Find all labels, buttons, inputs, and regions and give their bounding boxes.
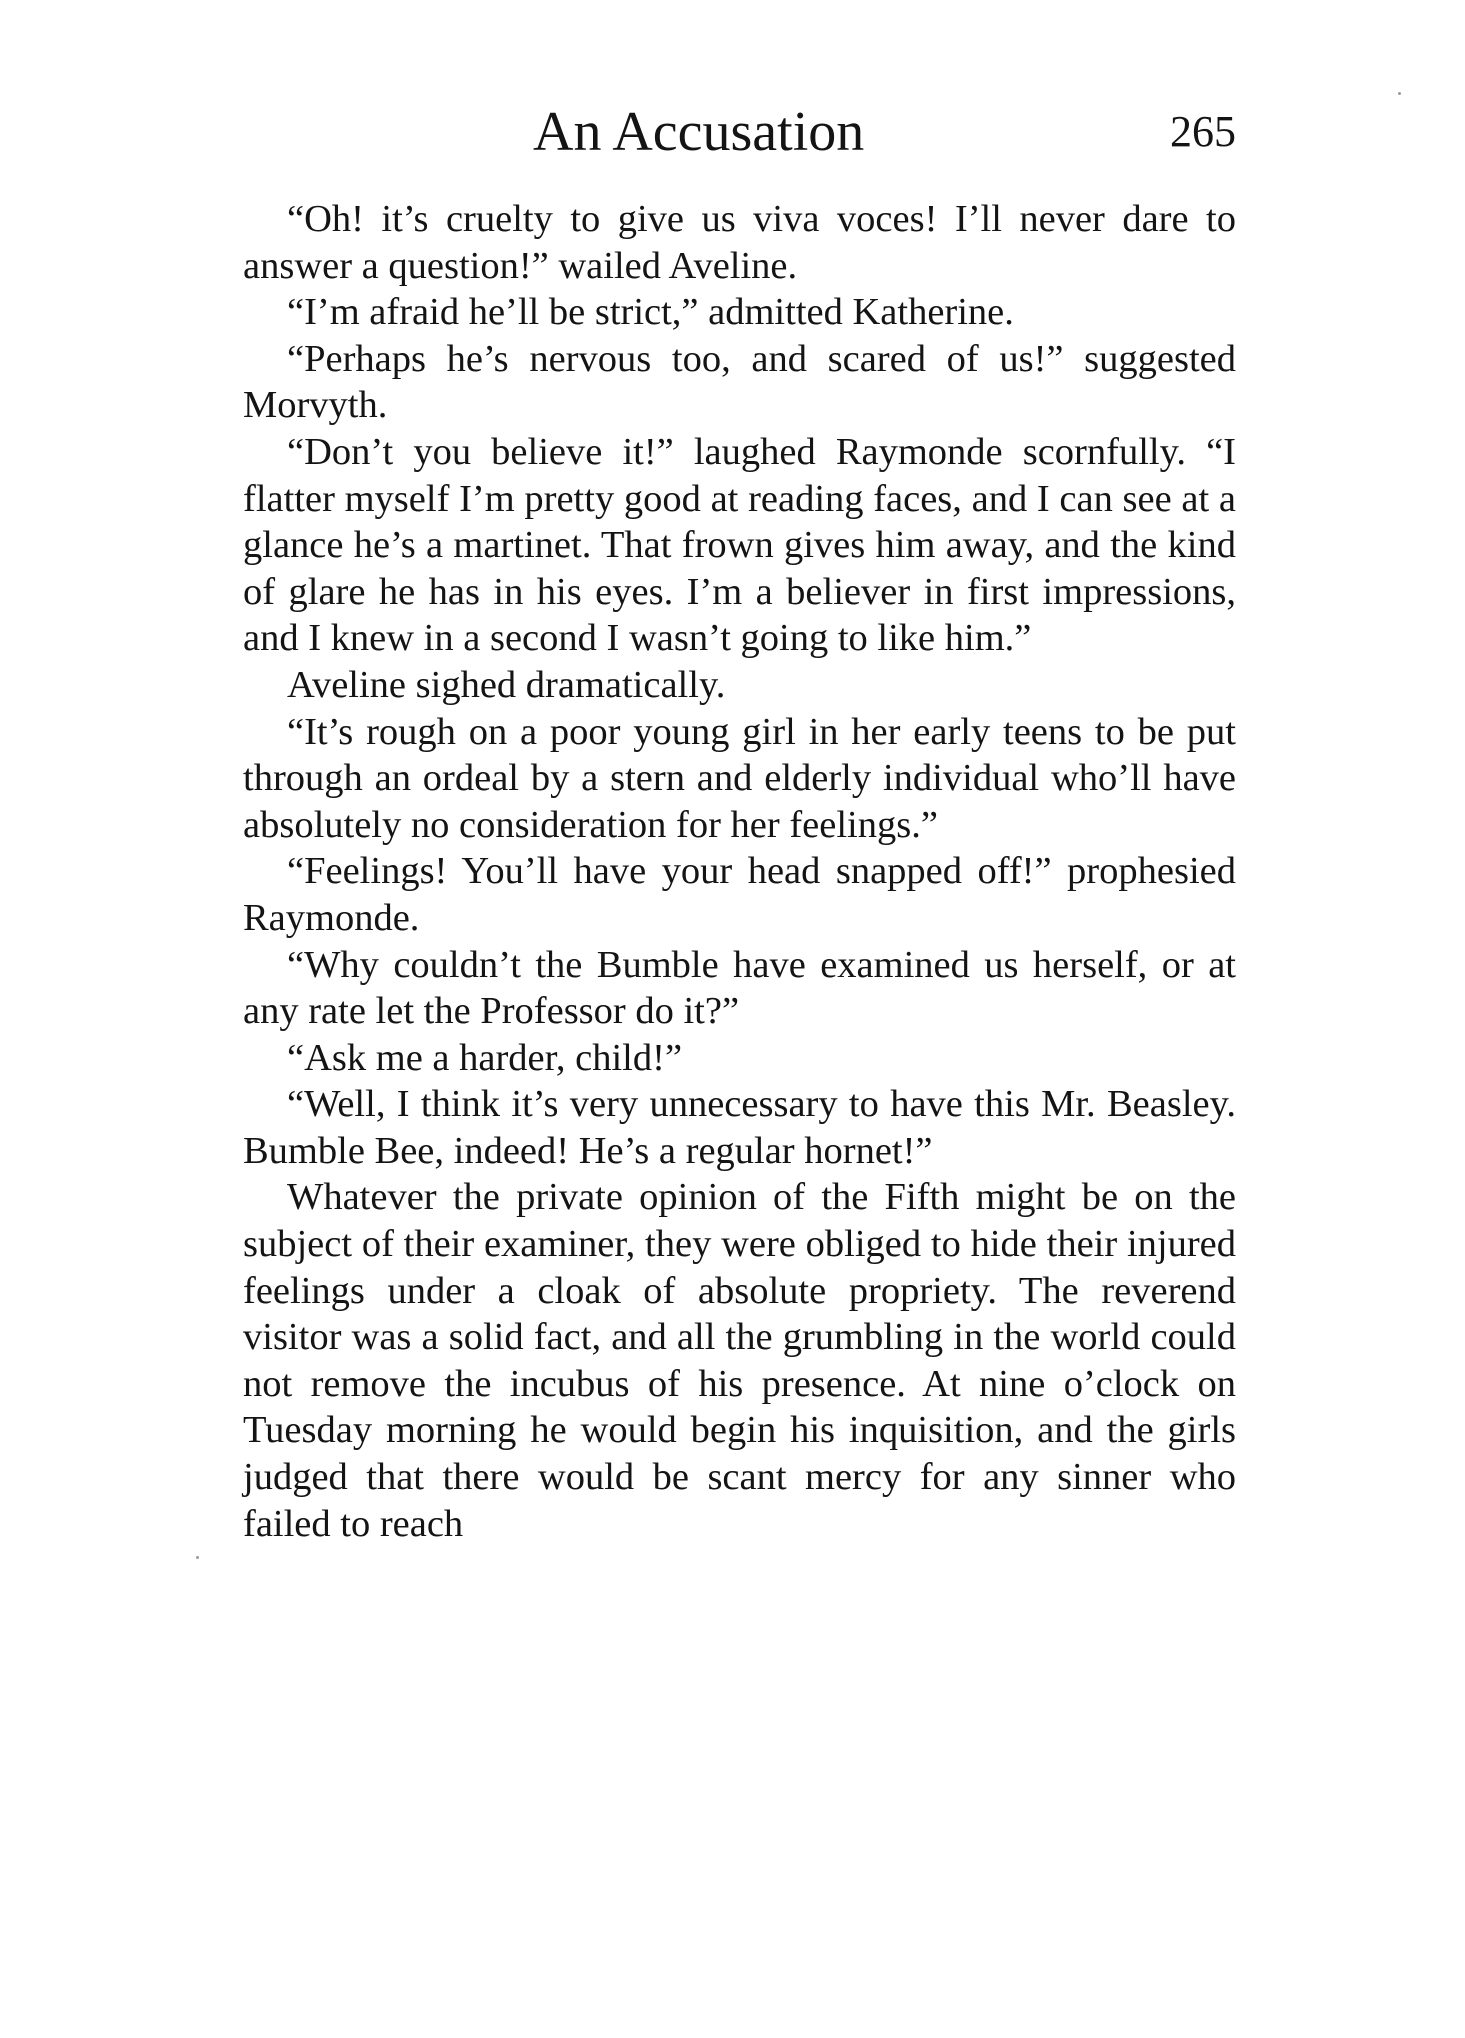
paragraph: “Well, I think it’s very unnecessary to have this Mr. Beasley. Bumble Bee, indeed! He’s a regular hornet!” bbox=[243, 1083, 1236, 1172]
paragraph: “Perhaps he’s nervous too, and scared of us!” suggested Morvyth. bbox=[243, 337, 1236, 427]
paragraph: “I’m afraid he’ll be strict,” admitted Katherine. bbox=[287, 291, 1014, 334]
paragraph: “Feelings! You’ll have your head snapped off!” prophesied Raymonde. bbox=[243, 850, 1236, 939]
paragraph: “Don’t you believe it!” laughed Raymonde scornfully. “I flatter myself I’m pretty good at reading faces, and I can see at a glance he’s a martinet. That frown gives him away, and the kind of glare he has in his eyes. I’m a believer in first impressions, and I knew in a second I wasn’t going to like him.” bbox=[243, 430, 1236, 660]
running-head bbox=[243, 92, 1236, 172]
paragraph: Whatever the private opinion of the Fifth might be on the subject of their examiner, they were obliged to hide their injured feelings under a cloak of absolute propriety. The reverend visitor was a solid fact, and all the grumbling in the world could not remove the incubus of his presence. At nine o’clock on Tuesday morning he would begin his inquisition, and the girls judged that there would be scant mercy for any sinner who failed to reach bbox=[243, 1176, 1236, 1545]
chapter-title: An Accusation bbox=[533, 101, 865, 163]
page-number: 265 bbox=[1170, 107, 1236, 156]
scan-speck bbox=[196, 1556, 199, 1559]
paragraph: “Ask me a harder, child!” bbox=[287, 1036, 683, 1079]
paragraph: “Oh! it’s cruelty to give us viva voces! I’ll never dare to answer a question!” wailed Aveline. bbox=[243, 198, 1236, 287]
scan-speck bbox=[1398, 92, 1401, 95]
paragraph: “It’s rough on a poor young girl in her early teens to be put through an ordeal by a stern and elderly individual who’ll have absolutely no consideration for her feelings.” bbox=[243, 710, 1236, 846]
paragraph: “Why couldn’t the Bumble have examined us herself, or at any rate let the Professor do it?” bbox=[243, 943, 1236, 1033]
paragraph: Aveline sighed dramatically. bbox=[287, 663, 726, 706]
body-text bbox=[243, 196, 1236, 1547]
